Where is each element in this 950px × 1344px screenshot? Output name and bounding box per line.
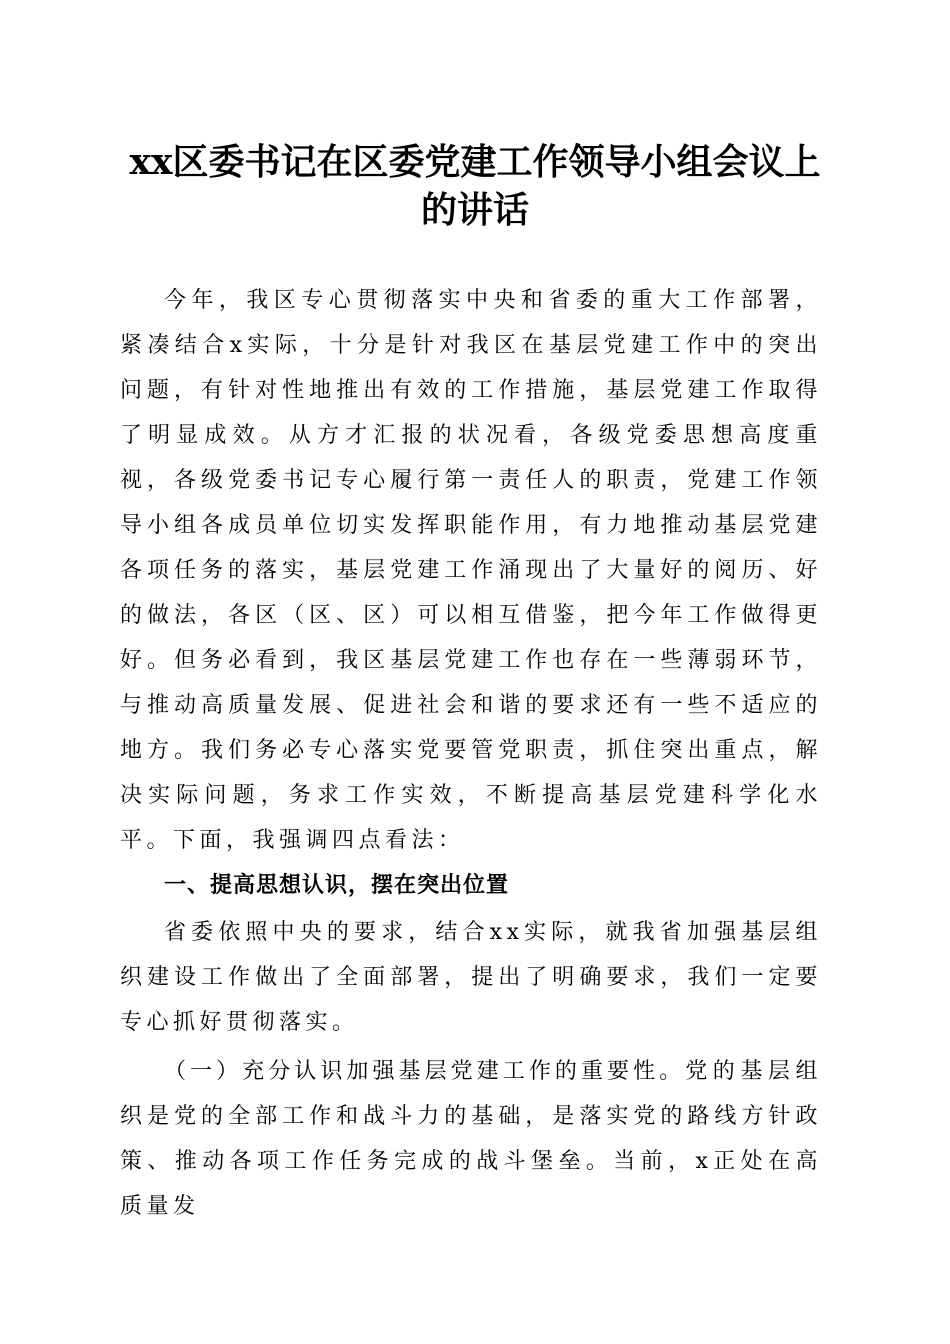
title-line-2: 的讲话 — [420, 189, 529, 231]
subsection-1-text: 党的基层组织是党的全部工作和战斗力的基础，是落实党的路线方针政策、推动各项工作任务完成的战斗堡垒。当前，x正处在高质量发 — [120, 1059, 822, 1219]
section-heading-1: 一、提高思想认识，摆在突出位置 — [164, 873, 510, 898]
document-body — [120, 278, 822, 1229]
section-1-paragraph: 省委依照中央的要求，结合xx实际，就我省加强基层组织建设工作做出了全面部署，提出了明确要求，我们一定要专心抓好贯彻落实。 — [120, 920, 822, 1035]
title-line-1: xx区委书记在区委党建工作领导小组会议上 — [129, 141, 821, 183]
document-title — [120, 138, 830, 234]
subsection-1-paragraph — [120, 1049, 822, 1229]
subsection-heading-1: （一）充分认识加强基层党建工作的重要性。 — [164, 1059, 686, 1084]
intro-paragraph: 今年，我区专心贯彻落实中央和省委的重大工作部署，紧凑结合x实际，十分是针对我区在基层党建工作中的突出问题，有针对性地推出有效的工作措施，基层党建工作取得了明显成效。从方才汇报的状况看，各级党委思想高度重视，各级党委书记专心履行第一责任人的职责，党建工作领导小组各成员单位切实发挥职能作用，有力地推动基层党建各项任务的落实，基层党建工作涌现出了大量好的阅历、好的做法，各区（区、区）可以相互借鉴，把今年工作做得更好。但务必看到，我区基层党建工作也存在一些薄弱环节，与推动高质量发展、促进社会和谐的要求还有一些不适应的地方。我们务必专心落实党要管党职责，抓住突出重点，解决实际问题，务求工作实效，不断提高基层党建科学化水平。下面，我强调四点看法： — [120, 288, 822, 853]
